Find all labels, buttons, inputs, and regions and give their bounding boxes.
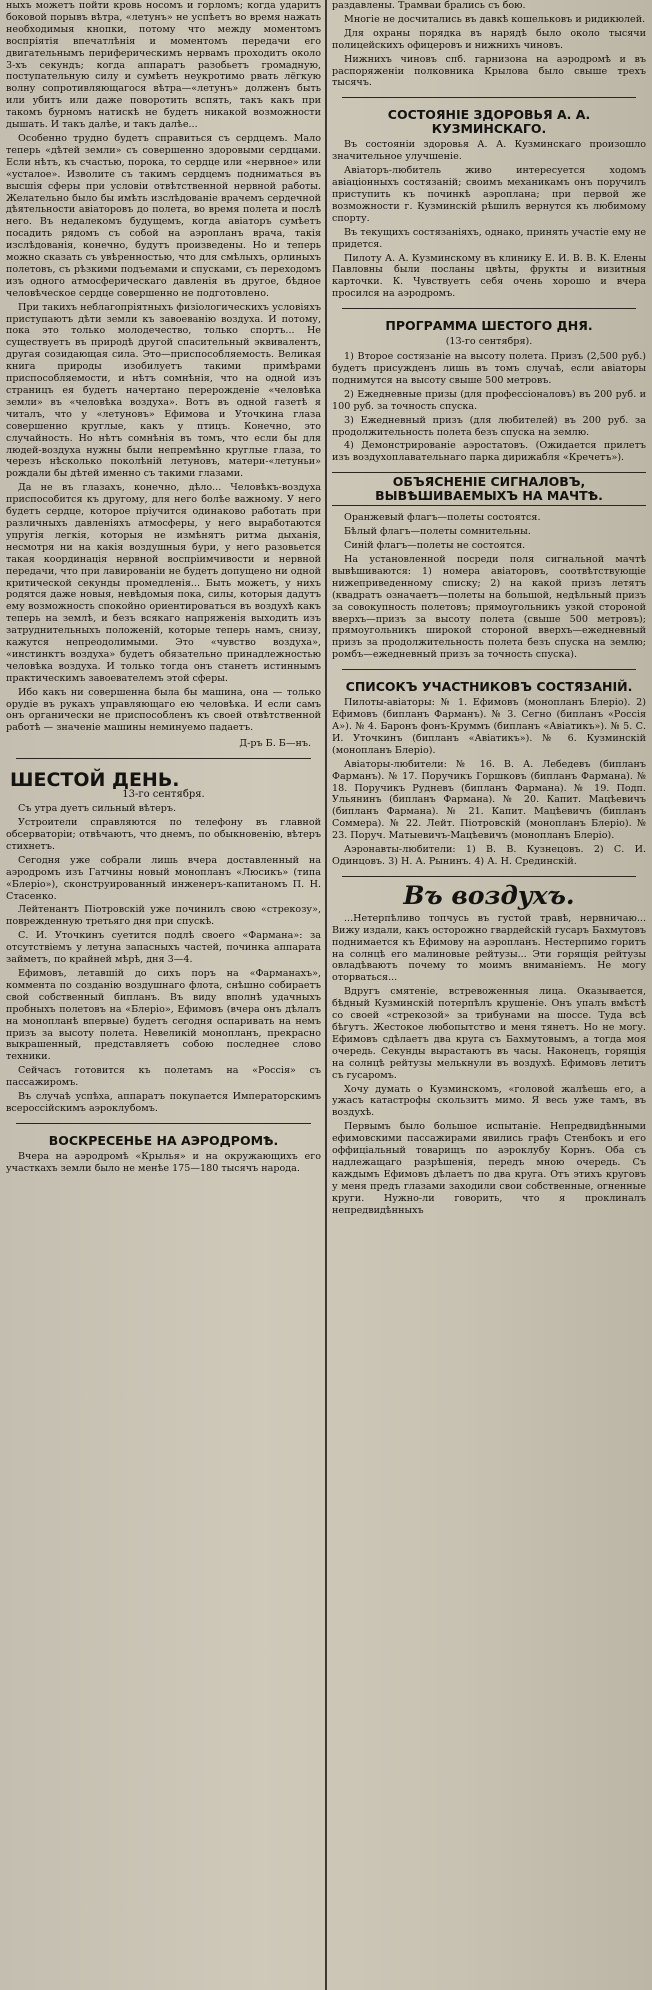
article-paragraph: Авіаторъ-любитель живо интересуется ходомъ авіаціонныхъ состязаній; своимъ механикамъ онъ поручилъ приступить къ починкѣ аэроплана; при первой же возможности г. Кузминскій рѣшилъ вернутся къ любимому спорту. bbox=[332, 165, 646, 224]
article-paragraph: Вчера на аэродромѣ «Крылья» и на окружающихъ его участкахъ земли было не менѣе 175—180 тысячъ народа. bbox=[6, 1150, 321, 1174]
program-item: 4) Демонстрированіе аэростатовъ. (Ожидается прилетъ изъ воздухоплавательнаго парка дирижабля «Кречетъ»). bbox=[332, 440, 646, 464]
participant-group: Пилоты-авіаторы: № 1. Ефимовъ (монопланъ Блеріо). 2) Ефимовъ (бипланъ Фарманъ). № 3. Сегно (бипланъ «Россія А»). № 4. Баронъ фонъ-Круммъ (бипланъ «Авіатикъ»). № 5. С. И. Уточкинъ (бипланъ «Авіатикъ»). № 6. Кузминскій (монопланъ Блеріо). bbox=[332, 697, 646, 756]
program-item: 3) Ежедневный призъ (для любителей) въ 200 руб. за продолжительность полета безъ спуска на землю. bbox=[332, 414, 646, 438]
section-divider bbox=[342, 669, 636, 670]
article-paragraph: Въ случаѣ успѣха, аппаратъ покупается Императорскимъ всероссійскимъ аэроклубомъ. bbox=[6, 1091, 321, 1114]
participant-group: Авіаторы-любители: № 16. В. А. Лебедевъ (бипланъ Фарманъ). № 17. Поручикъ Горшковъ (бипланъ Фармана). № 18. Поручикъ Рудневъ (бипланъ Фармана). № 19. Подп. Ульянинъ (бипланъ Фармана). № 20. Капит. Мацѣевичъ (бипланъ Фармана). № 21. Капит. Мацѣевичъ (бипланъ Соммера). № 22. Лейт. Піотровскій (монопланъ Блеріо). № 23. Поруч. Матыевичъ-Мацѣевичъ (монопланъ Блеріо). bbox=[332, 758, 646, 842]
article-paragraph: Пилоту А. А. Кузминскому въ клинику Е. И. В. В. К. Елены Павловны были посланы цвѣты, фрукты и визитныя карточки. К. Чувствуетъ себя очень хорошо и вчера просился на аэродромъ. bbox=[332, 252, 646, 300]
section-divider bbox=[342, 308, 636, 309]
article-paragraph: Да не въ глазахъ, конечно, дѣло... Человѣкъ-воздуха приспособится къ другому, для него болѣе важному. У него будетъ сердце, которое пріучится одинаково работать при различныхъ давленіяхъ атмосферы, у него выработаются упругія легкія, которыя не измѣнятъ ритма дыханія, несмотря ни на какія воздушныя бури, у него разовьется такая координація нервной воспріимчивости и нервной передачи, что при лавированіи не будетъ допущено ни одной критической секунды промедленія... Быть можетъ, у нихъ родятся даже новыя, невѣдомыя пока, силы, которыя дадутъ ему возможность спокойно ориентироваться въ воздухѣ какъ теперь на землѣ, и безъ всякаго напряженія выходить изъ затруднительныхъ положеній, которые теперь намъ, снизу, кажутся непреодолимыми. Это «чувство воздуха», «инстинктъ воздуха» будетъ обязательно принадлежностью человѣка воздуха. И только тогда онъ станетъ истиннымъ практическимъ завоевателемъ этой сферы. bbox=[6, 482, 321, 684]
section-date: (13-го сентября). bbox=[445, 336, 533, 348]
article-paragraph: Вдругъ смятеніе, встревоженныя лица. Оказывается, бѣдный Кузминскій потерпѣлъ крушеніе. Онъ упалъ вмѣстѣ со своей «стрекозой» за трибунами на шоссе. Туда всѣ бѣгутъ. Жестокое любопытство и меня тянетъ. Но не могу. Ефимовъ сдѣлаетъ два круга съ Бахмутовымъ, а тогда моя очередь. Секунды вырастаютъ въ часы. Наконецъ, горящія на солнцѣ рейтузы мелькнули въ воздухѣ. Ефимовъ летитъ съ гусаромъ. bbox=[332, 986, 646, 1081]
section-title-participants: СПИСОКЪ УЧАСТНИКОВЪ СОСТЯЗАНІЙ. bbox=[345, 679, 633, 695]
signal-item: Бѣлый флагъ—полеты сомнительны. bbox=[344, 526, 531, 538]
left-column bbox=[6, 0, 321, 1990]
article-paragraph: Многіе не досчитались въ давкѣ кошельковъ и ридикюлей. bbox=[344, 13, 646, 25]
section-title-program: ПРОГРАММА ШЕСТОГО ДНЯ. bbox=[385, 318, 593, 334]
section-title-in-the-air: Въ воздухъ. bbox=[403, 880, 575, 910]
article-paragraph: Лейтенантъ Піотровскій уже починилъ свою «стрекозу», поврежденную третьяго дня при спускѣ. bbox=[6, 904, 321, 928]
article-signature: Д-ръ Б. Б—нъ. bbox=[239, 738, 311, 750]
article-paragraph: Ибо какъ ни совершенна была бы машина, она — только орудіе въ рукахъ управляющаго ею человѣка. И если самъ онъ органически не приспособленъ къ своей отвѣтственной работѣ — значеніе машины неминуемо падаетъ. bbox=[6, 686, 321, 734]
column-rule bbox=[325, 0, 327, 1990]
program-item: 2) Ежедневные призы (для профессіоналовъ) въ 200 руб. и 100 руб. за точность спуска. bbox=[332, 388, 646, 412]
article-paragraph: Сегодня уже собрали лишь вчера доставленный на аэродромъ изъ Гатчины новый монопланъ «Люсикъ» (типа «Блеріо»), сконструированный инженеръ-капитаномъ П. Н. Стасенко. bbox=[6, 854, 321, 902]
article-paragraph: Въ текущихъ состязаніяхъ, однако, принять участіе ему не придется. bbox=[332, 226, 646, 250]
article-paragraph: раздавлены. Трамваи брались съ бою. bbox=[332, 0, 526, 11]
participant-group: Аэронавты-любители: 1) В. В. Кузнецовъ. 2) С. И. Одинцовъ. 3) Н. А. Рынинъ. 4) А. Н. Срединскій. bbox=[332, 844, 646, 867]
section-divider bbox=[16, 758, 311, 759]
section-title-health: СОСТОЯНІЕ ЗДОРОВЬЯ А. А. КУЗМИНСКАГО. bbox=[387, 107, 591, 137]
article-paragraph: Особенно трудно будетъ справиться съ сердцемъ. Мало теперь «дѣтей земли» съ совершенно здоровыми сердцами. Если нѣтъ, къ счастью, порока, то сердце или «нервное» или «усталое». Изволите съ такимъ сердцемъ подниматься въ высшія сферы при условіи отвѣтственной нервной работы. Желательно было бы имѣть изслѣдованіе врачемъ сердечной дѣятельности авіаторовъ до полета, во время полета и послѣ него. Въ недалекомъ будущемъ, когда авіаторъ сумѣетъ посадить рядомъ съ собой на аэропланъ врача, такія изслѣдованія, конечно, будутъ произведены. Но и теперь можно сказать съ увѣренностью, что для смѣлыхъ, орлиныхъ полетовъ, съ рѣзкими подъемами и спусками, съ переходомъ изъ одного атмосферическаго давленія въ другое, бѣдное человѣческое сердце совершенно не подготовлено. bbox=[6, 132, 321, 299]
section-title-signals: ОБЪЯСНЕНІЕ СИГНАЛОВЪ, ВЫВѢШИВАЕМЫХЪ НА МАЧТѢ. bbox=[375, 474, 603, 504]
signal-item: На установленной посреди поля сигнальной мачтѣ вывѣшиваются: 1) номера авіаторовъ, соотвѣтствующіе нижеприведенному списку; 2) на какой призъ летятъ (квадратъ означаетъ—полеты на большой, недѣльный призъ за совокупность полетовъ; прямоугольникъ узкой стороной вверхъ—призъ за высоту полета (свыше 500 метровъ); прямоугольникъ широкой стороной вверхъ—ежедневный призъ за продолжительность полета безъ спуска на землю; ромбъ—ежедневный призъ за точность спуска). bbox=[332, 554, 646, 661]
article-paragraph: Ефимовъ, летавшій до сихъ поръ на «Фарманахъ», коммента по созданію воздушнаго флота, снѣшно собираетъ свой собственный бипланъ. Въ виду вполнѣ удачныхъ пробныхъ полетовъ на «Блеріо», Ефимовъ (вчера онъ дѣлалъ на монопланѣ впервые) будетъ сегодня оспаривать на немъ призъ за высоту полета. Невеликій монопланъ, прекрасно выкрашенный, представляетъ собою последнее слово техники. bbox=[6, 967, 321, 1063]
section-divider bbox=[342, 876, 636, 877]
article-paragraph: Первымъ было большое испытаніе. Непредвидѣнными ефимовскими пассажирами явились графъ Стенбокъ и его оффиціальный товарищъ по аэроклубу Корнъ. Оба съ надлежащаго разрѣшенія, передъ мною очередь. Съ каждымъ Ефимовъ дѣлаетъ по два круга. Отъ этихъ круговъ у меня предъ глазами заходили свои собственные, огненные круги. Нужно-ли говорить, что я проклиналъ непредвидѣнныхъ bbox=[332, 1121, 646, 1216]
article-paragraph: Устроители справляются по телефону въ главной обсерваторіи; отвѣчаютъ, что днемъ, по обыкновенію, вѣтеръ стихнетъ. bbox=[6, 817, 321, 852]
section-title-sunday: ВОСКРЕСЕНЬЕ НА АЭРОДРОМѢ. bbox=[48, 1132, 279, 1148]
signal-item: Оранжевый флагъ—полеты состоятся. bbox=[344, 512, 541, 524]
article-paragraph: ...Нетерпѣливо топчусь въ густой травѣ, нервничаю... Вижу издали, какъ осторожно гвардейскій гусаръ Бахмутовъ поднимается къ Ефимову на аэропланъ. Нестерпимо горитъ на солнцѣ его малиновые рейтузы... Эти горящія рейтузы овладѣваютъ почему то моимъ вниманіемъ. Не могу оторваться... bbox=[332, 912, 646, 984]
right-column bbox=[332, 0, 646, 1990]
article-paragraph: Сейчасъ готовится къ полетамъ на «Россія» съ пассажиромъ. bbox=[6, 1065, 321, 1089]
section-divider bbox=[16, 1123, 311, 1124]
signal-item: Синій флагъ—полеты не состоятся. bbox=[344, 540, 526, 552]
article-paragraph: При такихъ неблагопріятныхъ физіологическихъ условіяхъ приступаютъ дѣти земли къ завоеванію воздуха. И потому, пока это только молодечество, только спортъ... Не существуетъ въ природѣ другой спасительный эквивалентъ, другая созидающая сила. Это—приспособляемость. Великая книга природы изобилуетъ такими примѣрами приспособляемости, и нѣтъ сомнѣнія, что на одной изъ страницъ ея будетъ начертано перерожденіе «человѣка земли» въ «человѣка воздуха». Вотъ въ одной газетѣ я читалъ, что у «летуновъ» Ефимова и Уточкина глаза совершенно круглые, какъ у птицъ. Конечно, это случайность. Но нѣтъ сомнѣнія въ томъ, что если бы для людей-воздуха нужны были непремѣнно круглые глаза, то черезъ нѣсколько поколѣній летуновъ, матери-«летуньи» рождали бы дѣтей именно съ такими глазами. bbox=[6, 301, 321, 480]
article-paragraph: С. И. Уточкинъ суетится подлѣ своего «Фармана»: за отсутствіемъ у летуна запасныхъ частей, починка аппарата займетъ, по крайней мѣрѣ, дня 3—4. bbox=[6, 930, 321, 966]
article-paragraph: ныхъ можетъ пойти кровь носомъ и горломъ; когда ударитъ боковой порывъ вѣтра, «летунъ» не успѣетъ во время нажать необходимыя кнопки, потому что между моментомъ воспріятія впечатлѣнія и моментомъ передачи его двигательнымъ периферическимъ нервамъ проходитъ около 3-хъ секундъ; когда аппаратъ разобьетъ громадную, поступательную силу и сумѣетъ неукротимо рвать лёгкую волну сопротивляющагося вѣтра—«летунъ» долженъ быть или убитъ или даже поворотить вспять, такъ какъ при такомъ бурномъ натискѣ не будетъ никакой возможности дышать. И такъ далѣе, и такъ далѣе... bbox=[6, 0, 321, 131]
section-date: 13-го сентября. bbox=[122, 789, 205, 801]
article-paragraph: Съ утра дуетъ сильный вѣтеръ. bbox=[18, 803, 177, 815]
article-paragraph: Въ состояніи здоровья А. А. Кузминскаго произошло значительное улучшеніе. bbox=[332, 139, 646, 163]
section-title-sixth-day: ШЕСТОЙ ДЕНЬ. bbox=[10, 769, 180, 792]
section-divider bbox=[342, 97, 636, 98]
program-item: 1) Второе состязаніе на высоту полета. Призъ (2,500 руб.) будетъ присужденъ лишь въ томъ случаѣ, если авіаторы поднимутся на высоту свыше 500 метровъ. bbox=[332, 351, 646, 386]
article-paragraph: Хочу думать о Кузминскомъ, «головой жалѣешь его, а ужасъ катастрофы скользитъ мимо. Я весь уже тамъ, въ воздухѣ. bbox=[332, 1083, 646, 1119]
article-paragraph: Нижнихъ чиновъ спб. гарнизона на аэродромѣ и въ распоряженіи полковника Крылова было свыше трехъ тысячъ. bbox=[332, 53, 646, 89]
article-paragraph: Для охраны порядка въ нарядѣ было около тысячи полицейскихъ офицеровъ и нижнихъ чиновъ. bbox=[332, 27, 646, 51]
